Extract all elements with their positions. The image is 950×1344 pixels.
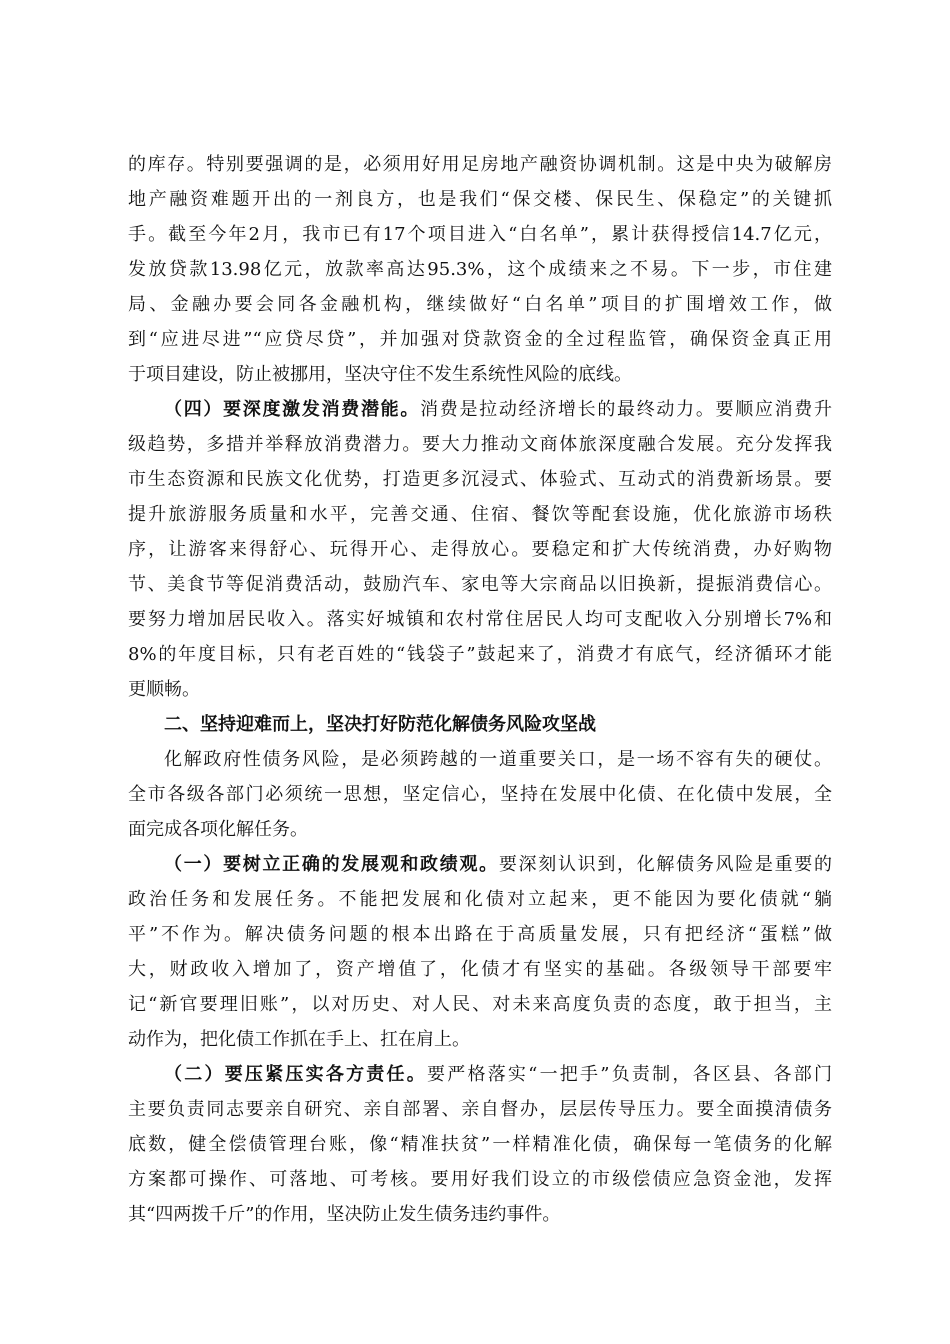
text-line: [128, 1203, 832, 1227]
text-line: [128, 258, 832, 282]
text-line: [128, 223, 832, 247]
text-line: [128, 153, 832, 177]
line-text: 记“新官要理旧账”，以对历史、对人民、对未来高度负责的态度，敢于担当，主: [128, 994, 832, 1015]
text-line: [128, 538, 832, 562]
line-text: 平”不作为。解决债务问题的根本出路在于高质量发展，只有把经济“蛋糕”做: [128, 924, 832, 945]
text-line: [128, 1168, 832, 1192]
line-text: 8%的年度目标，只有老百姓的“钱袋子”鼓起来了，消费才有底气，经济循环才能: [128, 644, 832, 665]
line-text: 地产融资难题开出的一剂良方，也是我们“保交楼、保民生、保稳定”的关键抓: [128, 189, 832, 210]
text-line: [164, 1063, 832, 1087]
text-line: [128, 1133, 832, 1157]
text-line: [164, 398, 832, 422]
line-text: 发放贷款13.98亿元，放款率高达95.3%，这个成绩来之不易。下一步，市住建: [128, 259, 832, 280]
text-line: [128, 503, 832, 527]
text-line: [128, 818, 832, 842]
text-line: [128, 888, 832, 912]
line-text: 政治任务和发展任务。不能把发展和化债对立起来，更不能因为要化债就“躺: [128, 889, 832, 910]
line-text: 手。截至今年2月，我市已有17个项目进入“白名单”，累计获得授信14.7亿元，: [128, 224, 832, 245]
text-line: [128, 363, 832, 387]
line-text: 其“四两拨千斤”的作用，坚决防止发生债务违约事件。: [128, 1204, 561, 1225]
line-text: 全市各级各部门必须统一思想，坚定信心，坚持在发展中化债、在化债中发展，全: [128, 784, 832, 805]
line-text: 大，财政收入增加了，资产增值了，化债才有坚实的基础。各级领导干部要牢: [128, 959, 832, 980]
line-text: 动作为，把化债工作抓在手上、扛在肩上。: [128, 1029, 470, 1050]
line-text: 的库存。特别要强调的是，必须用好用足房地产融资协调机制。这是中央为破解房: [128, 154, 832, 175]
text-line: [128, 293, 832, 317]
line-text: 要严格落实“一把手”负责制，各区县、各部门: [427, 1064, 832, 1085]
bold-heading: （四）要深度激发消费潜能。: [164, 399, 421, 420]
text-line: [128, 783, 832, 807]
text-line: [128, 678, 832, 702]
text-line: [164, 748, 832, 772]
line-text: 面完成各项化解任务。: [128, 819, 308, 840]
text-line: [128, 608, 832, 632]
text-line: [128, 993, 832, 1017]
text-line: [128, 1098, 832, 1122]
text-line: [128, 328, 832, 352]
line-text: 要深刻认识到，化解债务风险是重要的: [498, 854, 832, 875]
line-text: 级趋势，多措并举释放消费潜力。要大力推动文商体旅深度融合发展。充分发挥我: [128, 434, 832, 455]
text-line: [128, 188, 832, 212]
line-text: 提升旅游服务质量和水平，完善交通、住宿、餐饮等配套设施，优化旅游市场秩: [128, 504, 832, 525]
text-line: [128, 643, 832, 667]
text-line: [128, 468, 832, 492]
bold-heading: （一）要树立正确的发展观和政绩观。: [164, 854, 499, 875]
text-line: [128, 958, 832, 982]
line-text: 到“应进尽进”“应贷尽贷”，并加强对贷款资金的全过程监管，确保资金真正用: [128, 329, 832, 350]
text-line: [128, 433, 832, 457]
line-text: 主要负责同志要亲自研究、亲自部署、亲自督办，层层传导压力。要全面摸清债务: [128, 1099, 832, 1120]
text-line: [128, 1028, 832, 1052]
line-text: 更顺畅。: [128, 679, 200, 700]
line-text: 要努力增加居民收入。落实好城镇和农村常住居民人均可支配收入分别增长7%和: [128, 609, 832, 630]
line-text: 节、美食节等促消费活动，鼓励汽车、家电等大宗商品以旧换新，提振消费信心。: [128, 574, 832, 595]
bold-heading: 二、坚持迎难而上，坚决打好防范化解债务风险攻坚战: [164, 714, 596, 735]
text-line: [128, 923, 832, 947]
line-text: 化解政府性债务风险，是必须跨越的一道重要关口，是一场不容有失的硬仗。: [164, 749, 832, 770]
line-text: 于项目建设，防止被挪用，坚决守住不发生系统性风险的底线。: [128, 364, 632, 385]
line-text: 消费是拉动经济增长的最终动力。要顺应消费升: [420, 399, 832, 420]
line-text: 序，让游客来得舒心、玩得开心、走得放心。要稳定和扩大传统消费，办好购物: [128, 539, 832, 560]
line-text: 市生态资源和民族文化优势，打造更多沉浸式、体验式、互动式的消费新场景。要: [128, 469, 832, 490]
text-line: [164, 713, 832, 737]
text-line: [128, 573, 832, 597]
line-text: 局、金融办要会同各金融机构，继续做好“白名单”项目的扩围增效工作，做: [128, 294, 832, 315]
line-text: 方案都可操作、可落地、可考核。要用好我们设立的市级偿债应急资金池，发挥: [128, 1169, 832, 1190]
text-line: [164, 853, 832, 877]
line-text: 底数，健全偿债管理台账，像“精准扶贫”一样精准化债，确保每一笔债务的化解: [128, 1134, 832, 1155]
bold-heading: （二）要压紧压实各方责任。: [164, 1064, 427, 1085]
